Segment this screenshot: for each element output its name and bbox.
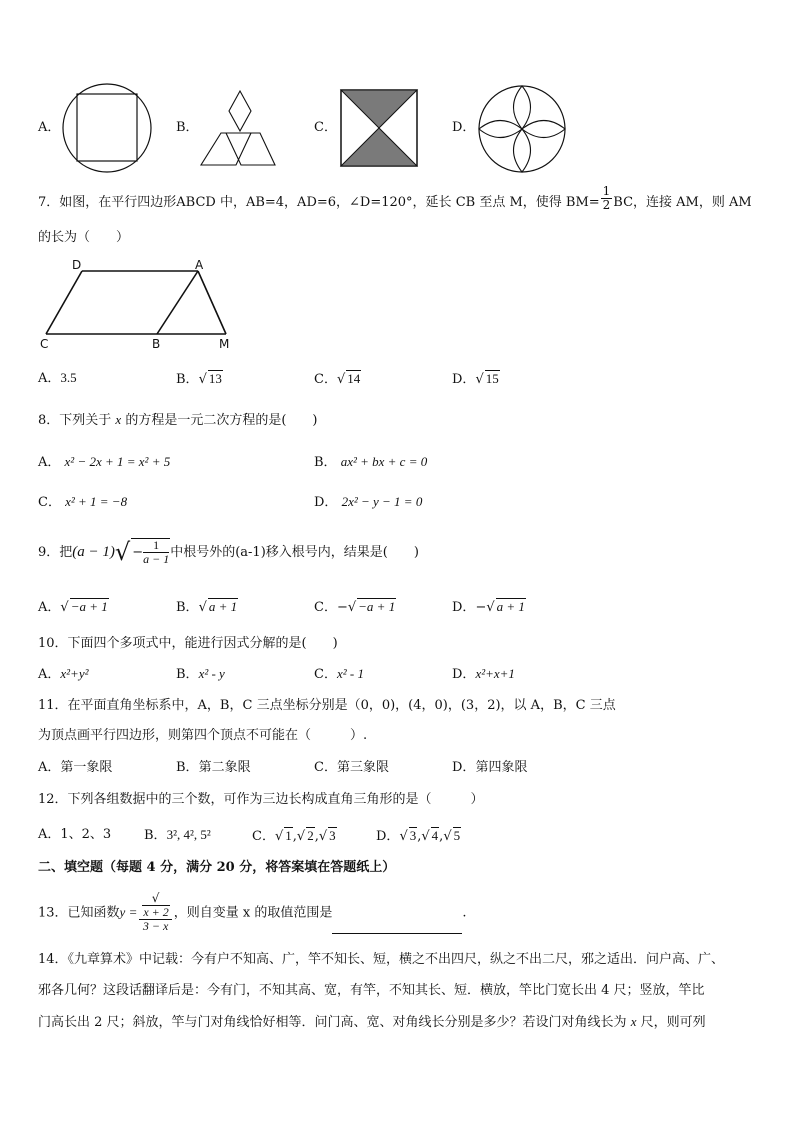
q11-stem-line1: 11．在平面直角坐标系中，A，B，C 三点坐标分别是（0，0)，(4，0)，(3，2)，以 A，B，C 三点 [38,698,616,713]
q12-stem: 12．下列各组数据中的三个数，可作为三边长构成直角三角形的是（ ） [38,792,484,807]
q13-answer-blank[interactable] [332,919,462,934]
q7-option-c: C．√ 14 [314,371,361,387]
q11-option-b: B．第二象限 [176,760,251,775]
q12-option-d: D．√ 3,√ 4,√ 5 [376,828,461,844]
q10-option-b: B．x² - y [176,666,225,682]
q10-option-a: A．x²+y² [38,666,89,682]
q7-point-b: B [152,337,161,351]
q14-line1: 14．《九章算术》中记载：今有户不知高、广，竿不知长、短，横之不出四尺，纵之不出二尺，邪之适出．问户高、广、 [38,952,725,967]
q13-end: . [462,905,467,921]
q7-frac-num: 1 [602,184,611,198]
q7-point-c: C [40,337,49,351]
q13-y: y = [119,904,138,920]
q11-stem-line2: 为顶点画平行四边形，则第四个顶点不可能在（ ）. [38,728,368,743]
q7-point-m: M [219,337,230,351]
q9-option-c: C．−√ −a + 1 [314,599,396,615]
q9-suffix: 中根号外的(a-1)移入根号内，结果是( ) [170,544,419,560]
q6-option-a-label: A． [38,120,61,135]
q8-option-b: B． ax² + bx + c = 0 [314,454,428,470]
q9-stem: 9．把(a − 1)√ − $\frac{1}{a - 1}$ 中根号外的(a-1)移入根号内，结果是( ) [38,538,419,567]
q12-option-c: C．√ 1,√ 2,√ 3 [252,828,336,844]
q9-option-b: B．√ a + 1 [176,599,238,615]
q14-line2: 邪各几何？这段话翻译后是：今有门，不知其高、宽，有竿，不知其长、短．横放，竿比门宽长出 4 尺；竖放，竿比 [38,983,705,998]
q6-option-c-label: C． [314,120,337,135]
q8-stem: 8．下列关于 x 的方程是一元二次方程的是( ) [38,412,318,428]
q13-suffix: ，则自变量 x 的取值范围是 [173,905,333,921]
q11-option-c: C．第三象限 [314,760,389,775]
q11-option-a: A．第一象限 [38,760,113,775]
q9-option-d: D．−√ a + 1 [452,599,525,615]
section-2-heading: 二、填空题（每题 4 分，满分 20 分，将答案填在答题纸上） [38,860,396,875]
q7-stem-line2: 的长为（ ） [38,230,130,245]
q13-stem [38,892,467,934]
q7-stem-text-a: 7．如图，在平行四边形ABCD 中，AB=4，AD=6，∠D=120°，延长 CB 至点 M，使得 BM= [38,195,600,211]
q8-option-c: C． x² + 1 = −8 [38,494,128,510]
q10-option-c: C．x² - 1 [314,666,364,682]
q14-line3: 门高长出 2 尺；斜放，竿与门对角线恰好相等．问门高、宽、对角线长分别是多少？若设门对角线长为 x 尺，则可列 [38,1014,706,1030]
q6-option-b-label: B． [176,120,199,135]
q11-option-d: D．第四象限 [452,760,528,775]
q12-option-b: B．3², 4², 5² [144,827,211,843]
q13-fraction: √ x + 2 3 − x [139,892,171,934]
q7-point-a: A [195,258,204,272]
q9-option-a: A．√ −a + 1 [38,599,108,615]
q12-option-a: A．1、2、3 [38,827,112,842]
q10-stem: 10．下面四个多项式中，能进行因式分解的是( ) [38,636,338,651]
q7-point-d: D [72,258,82,272]
q9-prefix: 9．把 [38,544,73,560]
q8-option-a: A． x² − 2x + 1 = x² + 5 [38,454,171,470]
q13-prefix: 13．已知函数 [38,905,120,921]
q7-option-d: D．√ 15 [452,371,499,387]
q6-option-d-label: D． [452,120,476,135]
q9-factor: (a − 1) [72,543,115,560]
q10-option-d: D．x²+x+1 [452,666,515,682]
q9-inner-fraction: $\frac{1}{a - 1}$ [143,538,170,567]
q8-option-d: D． 2x² − y − 1 = 0 [314,494,423,510]
q7-stem-text-b: BC，连接 AM，则 AM [613,195,752,211]
q7-frac-den: 2 [602,198,611,213]
q7-figure-lines [46,271,226,334]
q7-option-b: B．√ 13 [176,371,222,387]
q7-option-a: A．3.5 [38,370,77,386]
